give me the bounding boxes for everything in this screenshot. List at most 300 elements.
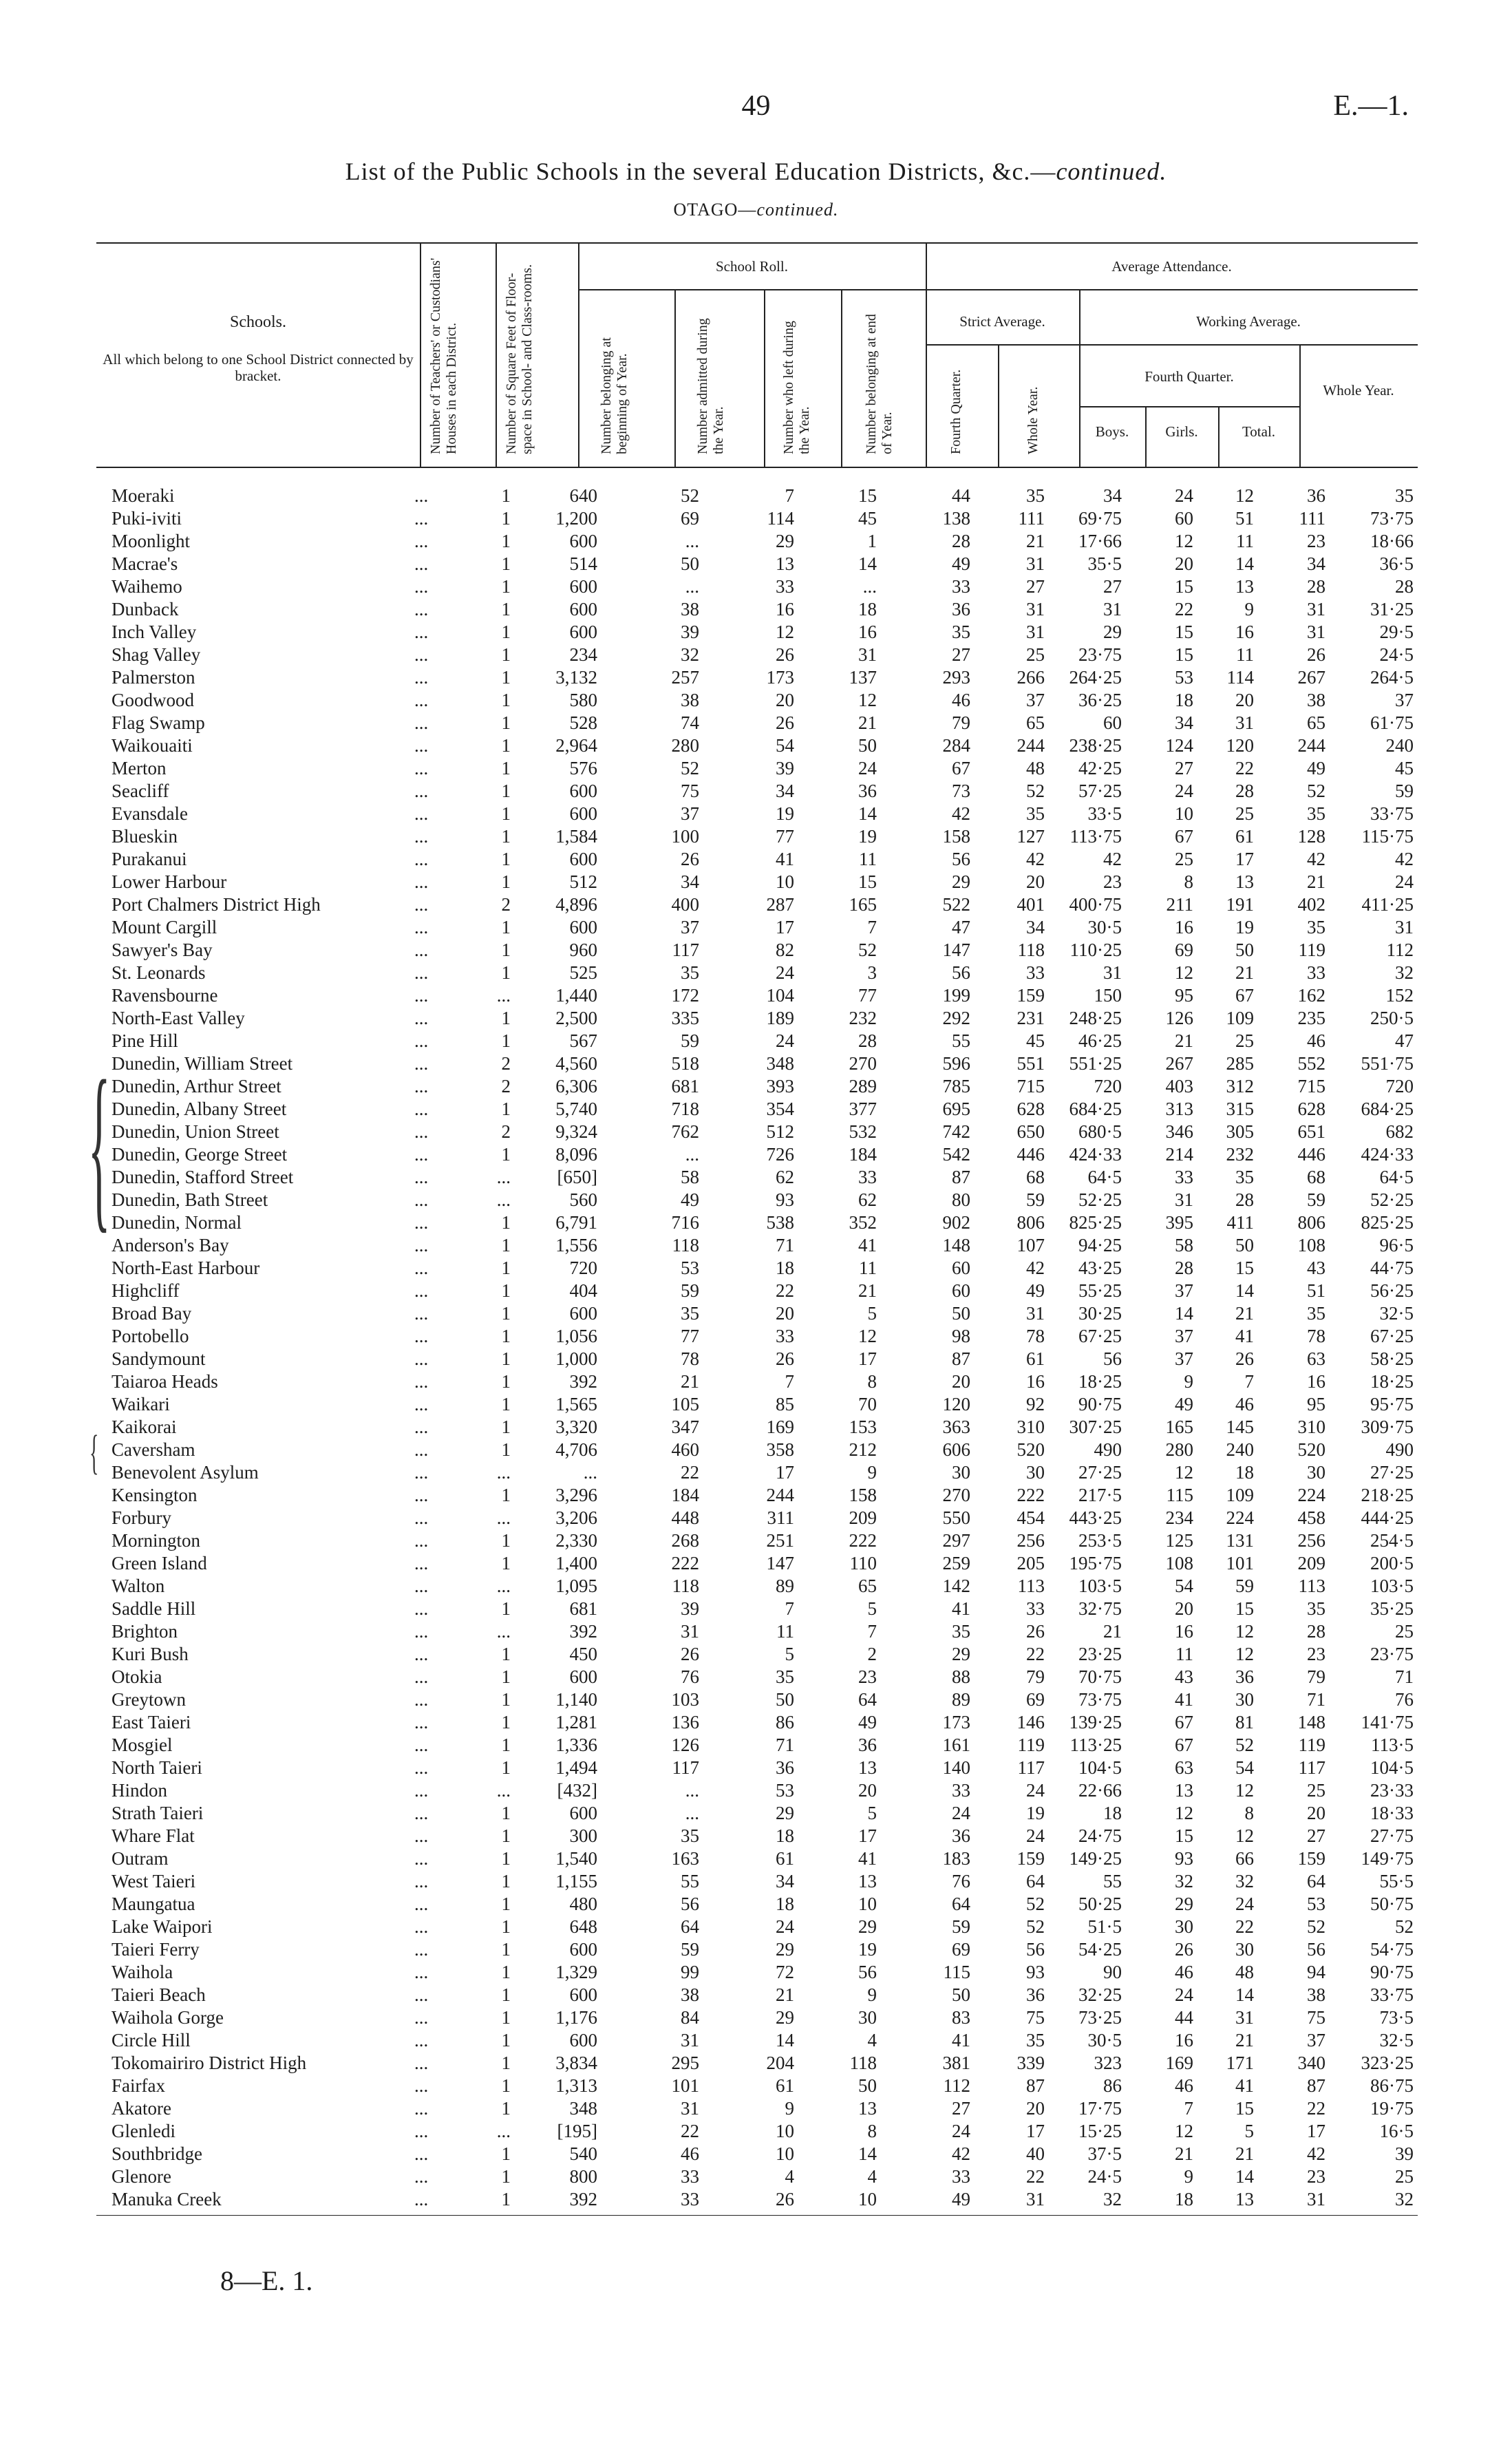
roll-left-cell: 29 [858, 1916, 877, 1937]
school-name: Sawyer's Bay [111, 940, 213, 960]
floor-space-cell: 640 [569, 485, 597, 506]
roll-left-cell: 13 [858, 1871, 877, 1891]
whole-year-cell: 309·75 [1361, 1417, 1414, 1437]
school-name: Waikari [111, 1394, 170, 1414]
roll-begin-cell: 257 [671, 667, 699, 688]
leader-dots: ... [414, 1666, 429, 1687]
boys-cell: 37 [1175, 1280, 1193, 1301]
whole-year-cell: 149·75 [1361, 1848, 1414, 1869]
strict-whole-year-cell: 90·75 [1078, 1394, 1122, 1414]
total-cell: 42 [1307, 2143, 1325, 2164]
strict-whole-year-cell: 23·25 [1078, 1644, 1122, 1664]
roll-end-cell: 33 [952, 576, 970, 597]
roll-admitted-cell: 20 [776, 690, 794, 710]
school-name: Akatore [111, 2098, 171, 2119]
whole-year-cell: 86·75 [1370, 2075, 1414, 2096]
table-row [96, 1870, 1419, 1893]
strict-fourth-quarter-cell: 36 [1026, 1984, 1045, 2005]
roll-left-cell: 5 [867, 1598, 877, 1619]
boys-cell: 165 [1165, 1417, 1193, 1437]
roll-admitted-cell: 18 [776, 1894, 794, 1914]
roll-begin-cell: 26 [681, 1644, 699, 1664]
roll-admitted-cell: 50 [776, 1689, 794, 1710]
school-name: Dunedin, Albany Street [111, 1099, 287, 1119]
district-subtitle-text: OTAGO— [673, 200, 757, 220]
school-name: Dunedin, Stafford Street [111, 1167, 294, 1187]
total-cell: 33 [1307, 962, 1325, 983]
roll-begin-cell: 52 [681, 758, 699, 778]
leader-dots: ... [414, 985, 429, 1006]
strict-fourth-quarter-cell: 37 [1026, 690, 1045, 710]
leader-dots: ... [414, 917, 429, 937]
school-name: Purakanui [111, 849, 187, 869]
boys-cell: 10 [1175, 803, 1193, 824]
teachers-houses-cell: 1 [501, 644, 511, 665]
table-row [96, 1257, 1419, 1280]
roll-left-cell: 52 [858, 940, 877, 960]
roll-end-cell: 67 [952, 758, 970, 778]
table-row [96, 575, 1419, 598]
roll-begin-cell: 38 [681, 690, 699, 710]
footer-reference: 8—E. 1. [220, 2265, 313, 2296]
table-row [96, 1234, 1419, 1257]
teachers-houses-cell: 1 [501, 1212, 511, 1233]
strict-whole-year-cell: 18·25 [1078, 1371, 1122, 1392]
girls-cell: 28 [1235, 781, 1254, 801]
leader-dots: ... [414, 1712, 429, 1732]
floor-space-cell: 3,320 [555, 1417, 597, 1437]
floor-space-cell: 1,565 [555, 1394, 597, 1414]
school-name: Dunedin, Union Street [111, 1121, 279, 1142]
roll-begin-cell: 38 [681, 1984, 699, 2005]
roll-admitted-cell: 26 [776, 1348, 794, 1369]
total-cell: 68 [1307, 1167, 1325, 1187]
boys-cell: 15 [1175, 622, 1193, 642]
roll-left-cell: 41 [858, 1848, 877, 1869]
strict-fourth-quarter-cell: 222 [1016, 1485, 1045, 1505]
teachers-houses-cell: ... [496, 1507, 511, 1528]
boys-cell: 169 [1165, 2053, 1193, 2073]
girls-cell: 109 [1226, 1485, 1254, 1505]
girls-cell: 5 [1244, 2121, 1254, 2141]
boys-cell: 211 [1166, 894, 1193, 915]
strict-average-header: Strict Average. [959, 313, 1045, 330]
roll-end-cell: 140 [942, 1757, 970, 1778]
school-name: Caversham [111, 1439, 195, 1460]
strict-fourth-quarter-cell: 628 [1016, 1099, 1045, 1119]
whole-year-cell: 115·75 [1361, 826, 1414, 847]
whole-year-cell: 444·25 [1361, 1507, 1414, 1528]
floor-space-cell: 3,834 [555, 2053, 597, 2073]
roll-left-cell: 70 [858, 1394, 877, 1414]
whole-year-cell: 411·25 [1361, 894, 1414, 915]
main-title-continued: continued. [1056, 158, 1167, 185]
strict-fourth-quarter-cell: 244 [1016, 735, 1045, 756]
school-name: Dunedin, Bath Street [111, 1189, 268, 1210]
roll-end-cell: 60 [952, 1280, 970, 1301]
boys-cell: 15 [1175, 576, 1193, 597]
roll-begin-cell: 163 [671, 1848, 699, 1869]
girls-cell: 52 [1235, 1735, 1254, 1755]
teachers-houses-cell: 1 [501, 485, 511, 506]
total-cell: 35 [1307, 803, 1325, 824]
boys-cell: 26 [1175, 1939, 1193, 1960]
strict-whole-year-cell: 34 [1103, 485, 1122, 506]
girls-cell: 11 [1236, 644, 1254, 665]
teachers-houses-cell: 1 [501, 1735, 511, 1755]
total-cell: 64 [1307, 1871, 1325, 1891]
school-name: Glenledi [111, 2121, 175, 2141]
roll-begin-cell: 59 [681, 1939, 699, 1960]
roll-admitted-cell: 54 [776, 735, 794, 756]
roll-admitted-cell: 36 [776, 1757, 794, 1778]
roll-end-cell: 69 [952, 1939, 970, 1960]
roll-begin-cell: ... [685, 1144, 699, 1165]
roll-admitted-cell: 24 [776, 1030, 794, 1051]
total-cell: 95 [1307, 1394, 1325, 1414]
teachers-houses-cell: 1 [501, 1825, 511, 1846]
leader-dots: ... [414, 1462, 429, 1483]
roll-end-cell: 284 [942, 735, 970, 756]
strict-whole-year-cell: 113·75 [1069, 826, 1122, 847]
total-cell: 53 [1307, 1894, 1325, 1914]
floor-space-cell: 1,400 [555, 1553, 597, 1573]
roll-end-cell: 36 [952, 1825, 970, 1846]
total-cell: 108 [1297, 1235, 1325, 1255]
leader-dots: ... [414, 1076, 429, 1096]
roll-begin-cell: 31 [681, 2030, 699, 2050]
girls-cell: 30 [1235, 1689, 1254, 1710]
school-name: Dunedin, Arthur Street [111, 1076, 281, 1096]
girls-cell: 67 [1235, 985, 1254, 1006]
floor-space-cell: 1,095 [555, 1576, 597, 1596]
roll-admitted-cell: 19 [776, 803, 794, 824]
leader-dots: ... [414, 2189, 429, 2209]
floor-space-cell: 6,306 [555, 1076, 597, 1096]
total-cell: 162 [1297, 985, 1325, 1006]
teachers-houses-cell: 1 [501, 1553, 511, 1573]
roll-begin-cell: 76 [681, 1666, 699, 1687]
roll-left-cell: 14 [858, 803, 877, 824]
roll-admitted-cell: 726 [766, 1144, 794, 1165]
strict-whole-year-cell: 238·25 [1069, 735, 1122, 756]
floor-space-cell: 1,329 [555, 1962, 597, 1982]
teachers-houses-cell: 1 [501, 2098, 511, 2119]
table-row [96, 1938, 1419, 1961]
teachers-houses-cell: 1 [501, 622, 511, 642]
girls-cell: 25 [1235, 1030, 1254, 1051]
header-top-rule [96, 242, 1418, 244]
floor-space-header: Number of Square Feet of Floor-space in School- and Class-rooms. [504, 264, 535, 454]
roll-left-cell: 222 [849, 1530, 877, 1551]
table-row [96, 1734, 1419, 1757]
roll-admitted-cell: 33 [776, 1326, 794, 1346]
main-title [0, 157, 1512, 186]
boys-cell: 403 [1165, 1076, 1193, 1096]
leader-dots: ... [414, 2030, 429, 2050]
boys-cell: 60 [1175, 508, 1193, 529]
boys-cell: 58 [1175, 1235, 1193, 1255]
roll-end-cell: 259 [942, 1553, 970, 1573]
floor-space-cell: 392 [569, 1621, 597, 1642]
strict-whole-year-cell: 104·5 [1078, 1757, 1122, 1778]
leader-dots: ... [414, 758, 429, 778]
girls-cell: 81 [1235, 1712, 1254, 1732]
roll-admitted-cell: 41 [776, 849, 794, 869]
girls-cell: 12 [1235, 1780, 1254, 1801]
total-cell: 28 [1307, 1621, 1325, 1642]
boys-cell: 346 [1165, 1121, 1193, 1142]
roll-admitted-cell: 7 [785, 1598, 794, 1619]
table-row [96, 1893, 1419, 1916]
floor-space-cell: 580 [569, 690, 597, 710]
floor-space-cell: 600 [569, 2030, 597, 2050]
whole-year-cell: 32 [1395, 2189, 1414, 2209]
table-row [96, 1961, 1419, 1984]
total-cell: 43 [1307, 1258, 1325, 1278]
school-name: Lake Waipori [111, 1916, 213, 1937]
whole-year-cell: 23·33 [1370, 1780, 1414, 1801]
total-cell: 20 [1307, 1803, 1325, 1823]
floor-space-cell: 1,494 [555, 1757, 597, 1778]
total-cell: 628 [1297, 1099, 1325, 1119]
roll-begin-cell: 117 [672, 940, 699, 960]
roll-left-cell: 15 [858, 485, 877, 506]
total-cell: 42 [1307, 849, 1325, 869]
roll-begin-cell: 33 [681, 2189, 699, 2209]
roll-end-cell: 33 [952, 2166, 970, 2187]
roll-begin-cell: 22 [681, 2121, 699, 2141]
girls-cell: 59 [1235, 1576, 1254, 1596]
roll-left-cell: 137 [849, 667, 877, 688]
whole-year-cell: 32·5 [1379, 2030, 1414, 2050]
boys-cell: 24 [1175, 781, 1193, 801]
strict-whole-year-cell: 103·5 [1078, 1576, 1122, 1596]
floor-space-cell: 525 [569, 962, 597, 983]
roll-left-cell: 56 [858, 1962, 877, 1982]
table-row [96, 666, 1419, 689]
schools-table-body [96, 485, 1419, 2211]
floor-space-cell: 1,000 [555, 1348, 597, 1369]
girls-cell: 13 [1235, 871, 1254, 892]
roll-end-cell: 49 [952, 553, 970, 574]
floor-space-cell: 720 [569, 1258, 597, 1278]
whole-year-cell: 52 [1395, 1916, 1414, 1937]
roll-begin-cell: 55 [681, 1871, 699, 1891]
leader-dots: ... [414, 1030, 429, 1051]
roll-admitted-cell: 244 [766, 1485, 794, 1505]
school-name: Ravensbourne [111, 985, 218, 1006]
leader-dots: ... [414, 2053, 429, 2073]
girls-header: Girls. [1165, 423, 1198, 440]
strict-fourth-quarter-cell: 21 [1026, 531, 1045, 551]
whole-year-cell: 218·25 [1361, 1485, 1414, 1505]
floor-space-cell: 3,206 [555, 1507, 597, 1528]
col-divider-12 [1299, 344, 1301, 468]
school-name: Dunback [111, 599, 179, 619]
school-name: Lower Harbour [111, 871, 227, 892]
leader-dots: ... [414, 1848, 429, 1869]
floor-space-cell: 560 [569, 1189, 597, 1210]
strict-fourth-quarter-cell: 231 [1016, 1008, 1045, 1028]
whole-year-cell: 18·33 [1370, 1803, 1414, 1823]
girls-cell: 232 [1226, 1144, 1254, 1165]
strict-whole-year-cell: 323 [1094, 2053, 1122, 2073]
table-row [96, 1779, 1419, 1802]
strict-whole-year-cell: 31 [1103, 962, 1122, 983]
teachers-houses-cell: ... [496, 985, 511, 1006]
roll-begin-cell: 280 [671, 735, 699, 756]
boys-cell: 125 [1165, 1530, 1193, 1551]
roll-left-cell: 17 [858, 1348, 877, 1369]
roll-begin-cell: 37 [681, 917, 699, 937]
roll-begin-cell: 37 [681, 803, 699, 824]
floor-space-cell: 600 [569, 1803, 597, 1823]
roll-begin-cell: 184 [671, 1485, 699, 1505]
girls-cell: 12 [1235, 485, 1254, 506]
roll-end-cell: 80 [952, 1189, 970, 1210]
boys-cell: 67 [1175, 1712, 1193, 1732]
school-name: Portobello [111, 1326, 189, 1346]
total-cell: 59 [1307, 1189, 1325, 1210]
strict-whole-year-cell: 15·25 [1078, 2121, 1122, 2141]
teachers-houses-cell: 1 [501, 1008, 511, 1028]
roll-begin-cell: 84 [681, 2007, 699, 2028]
whole-year-cell: 103·5 [1370, 1576, 1414, 1596]
teachers-houses-cell: ... [496, 1189, 511, 1210]
leader-dots: ... [414, 1962, 429, 1982]
floor-space-cell: 4,560 [555, 1053, 597, 1074]
boys-cell: 11 [1175, 1644, 1193, 1664]
roll-begin-cell: 100 [671, 826, 699, 847]
teachers-houses-cell: 1 [501, 1417, 511, 1437]
teachers-houses-cell: ... [496, 1621, 511, 1642]
roll-left-cell: 9 [867, 1984, 877, 2005]
boys-cell: 34 [1175, 712, 1193, 733]
table-row [96, 848, 1419, 871]
teachers-houses-cell: 1 [501, 1144, 511, 1165]
total-cell: 446 [1297, 1144, 1325, 1165]
strict-whole-year-cell: 825·25 [1069, 1212, 1122, 1233]
col-divider-3 [578, 242, 579, 468]
teachers-houses-cell: 1 [501, 1326, 511, 1346]
school-name: Tokomairiro District High [111, 2053, 307, 2073]
strict-whole-year-cell: 684·25 [1069, 1099, 1122, 1119]
boys-cell: 37 [1175, 1326, 1193, 1346]
school-name: Waihola [111, 1962, 173, 1982]
teachers-houses-cell: 1 [501, 1803, 511, 1823]
roll-left-cell: 153 [849, 1417, 877, 1437]
floor-space-cell: 600 [569, 1939, 597, 1960]
whole-year-cell: 54·75 [1370, 1939, 1414, 1960]
roll-admitted-cell: 39 [776, 758, 794, 778]
strict-fourth-quarter-cell: 17 [1026, 2121, 1045, 2141]
table-row [96, 916, 1419, 939]
total-cell: 17 [1307, 2121, 1325, 2141]
total-cell: 244 [1297, 735, 1325, 756]
total-cell: 651 [1297, 1121, 1325, 1142]
strict-fourth-quarter-cell: 33 [1026, 1598, 1045, 1619]
table-row [96, 1507, 1419, 1529]
roll-begin-cell: 222 [671, 1553, 699, 1573]
roll-end-cell: 41 [952, 1598, 970, 1619]
floor-space-cell: 234 [569, 644, 597, 665]
school-name: West Taieri [111, 1871, 196, 1891]
teachers-houses-cell: 1 [501, 690, 511, 710]
roll-begin-cell: 32 [681, 644, 699, 665]
document-reference: E.—1. [1333, 90, 1409, 122]
roll-begin-cell: 39 [681, 622, 699, 642]
total-cell: 209 [1297, 1553, 1325, 1573]
girls-cell: 171 [1226, 2053, 1254, 2073]
leader-dots: ... [414, 2098, 429, 2119]
boys-cell: 33 [1175, 1167, 1193, 1187]
roll-left-cell: 16 [858, 622, 877, 642]
strict-fourth-quarter-cell: 64 [1026, 1871, 1045, 1891]
roll-begin-cell: 762 [671, 1121, 699, 1142]
leader-dots: ... [414, 1984, 429, 2005]
teachers-houses-cell: 1 [501, 2053, 511, 2073]
total-cell: 31 [1307, 599, 1325, 619]
roll-left-cell: 28 [858, 1030, 877, 1051]
roll-begin-cell: 136 [671, 1712, 699, 1732]
girls-cell: 312 [1226, 1076, 1254, 1096]
floor-space-cell: 600 [569, 1984, 597, 2005]
strict-fourth-quarter-cell: 20 [1026, 871, 1045, 892]
girls-cell: 35 [1235, 1167, 1254, 1187]
boys-cell: 21 [1175, 1030, 1193, 1051]
school-name: Greytown [111, 1689, 186, 1710]
whole-year-cell: 25 [1395, 2166, 1414, 2187]
strict-whole-year-cell: 424·33 [1069, 1144, 1122, 1165]
whole-year-header: Whole Year. [1323, 382, 1394, 399]
table-row [96, 507, 1419, 530]
table-row [96, 712, 1419, 734]
girls-cell: 32 [1235, 1871, 1254, 1891]
roll-left-cell: 209 [849, 1507, 877, 1528]
girls-cell: 7 [1244, 1371, 1254, 1392]
table-row [96, 2029, 1419, 2052]
col-divider-2 [496, 242, 497, 468]
total-cell: 23 [1307, 1644, 1325, 1664]
floor-space-cell: 3,132 [555, 667, 597, 688]
table-row [96, 1416, 1419, 1439]
girls-cell: 21 [1235, 1303, 1254, 1324]
teachers-houses-cell: 1 [501, 531, 511, 551]
total-cell: 94 [1307, 1962, 1325, 1982]
strict-whole-year-cell: 22·66 [1078, 1780, 1122, 1801]
whole-year-cell: 37 [1395, 690, 1414, 710]
roll-begin-cell: 50 [681, 553, 699, 574]
roll-end-cell: 56 [952, 962, 970, 983]
table-row [96, 621, 1419, 644]
strict-whole-year-cell: 42 [1103, 849, 1122, 869]
boys-cell: 8 [1184, 871, 1193, 892]
girls-cell: 15 [1235, 1258, 1254, 1278]
district-subtitle-continued: continued. [756, 200, 839, 220]
total-cell: 71 [1307, 1689, 1325, 1710]
strict-fourth-quarter-cell: 111 [1018, 508, 1045, 529]
girls-cell: 9 [1244, 599, 1254, 619]
roll-admitted-cell: 26 [776, 2189, 794, 2209]
strict-whole-year-cell: 18 [1103, 1803, 1122, 1823]
girls-cell: 41 [1235, 1326, 1254, 1346]
girls-cell: 24 [1235, 1894, 1254, 1914]
whole-year-cell: 23·75 [1370, 1644, 1414, 1664]
teachers-houses-cell: 1 [501, 1348, 511, 1369]
strict-fourth-quarter-cell: 31 [1026, 1303, 1045, 1324]
table-row [96, 939, 1419, 962]
